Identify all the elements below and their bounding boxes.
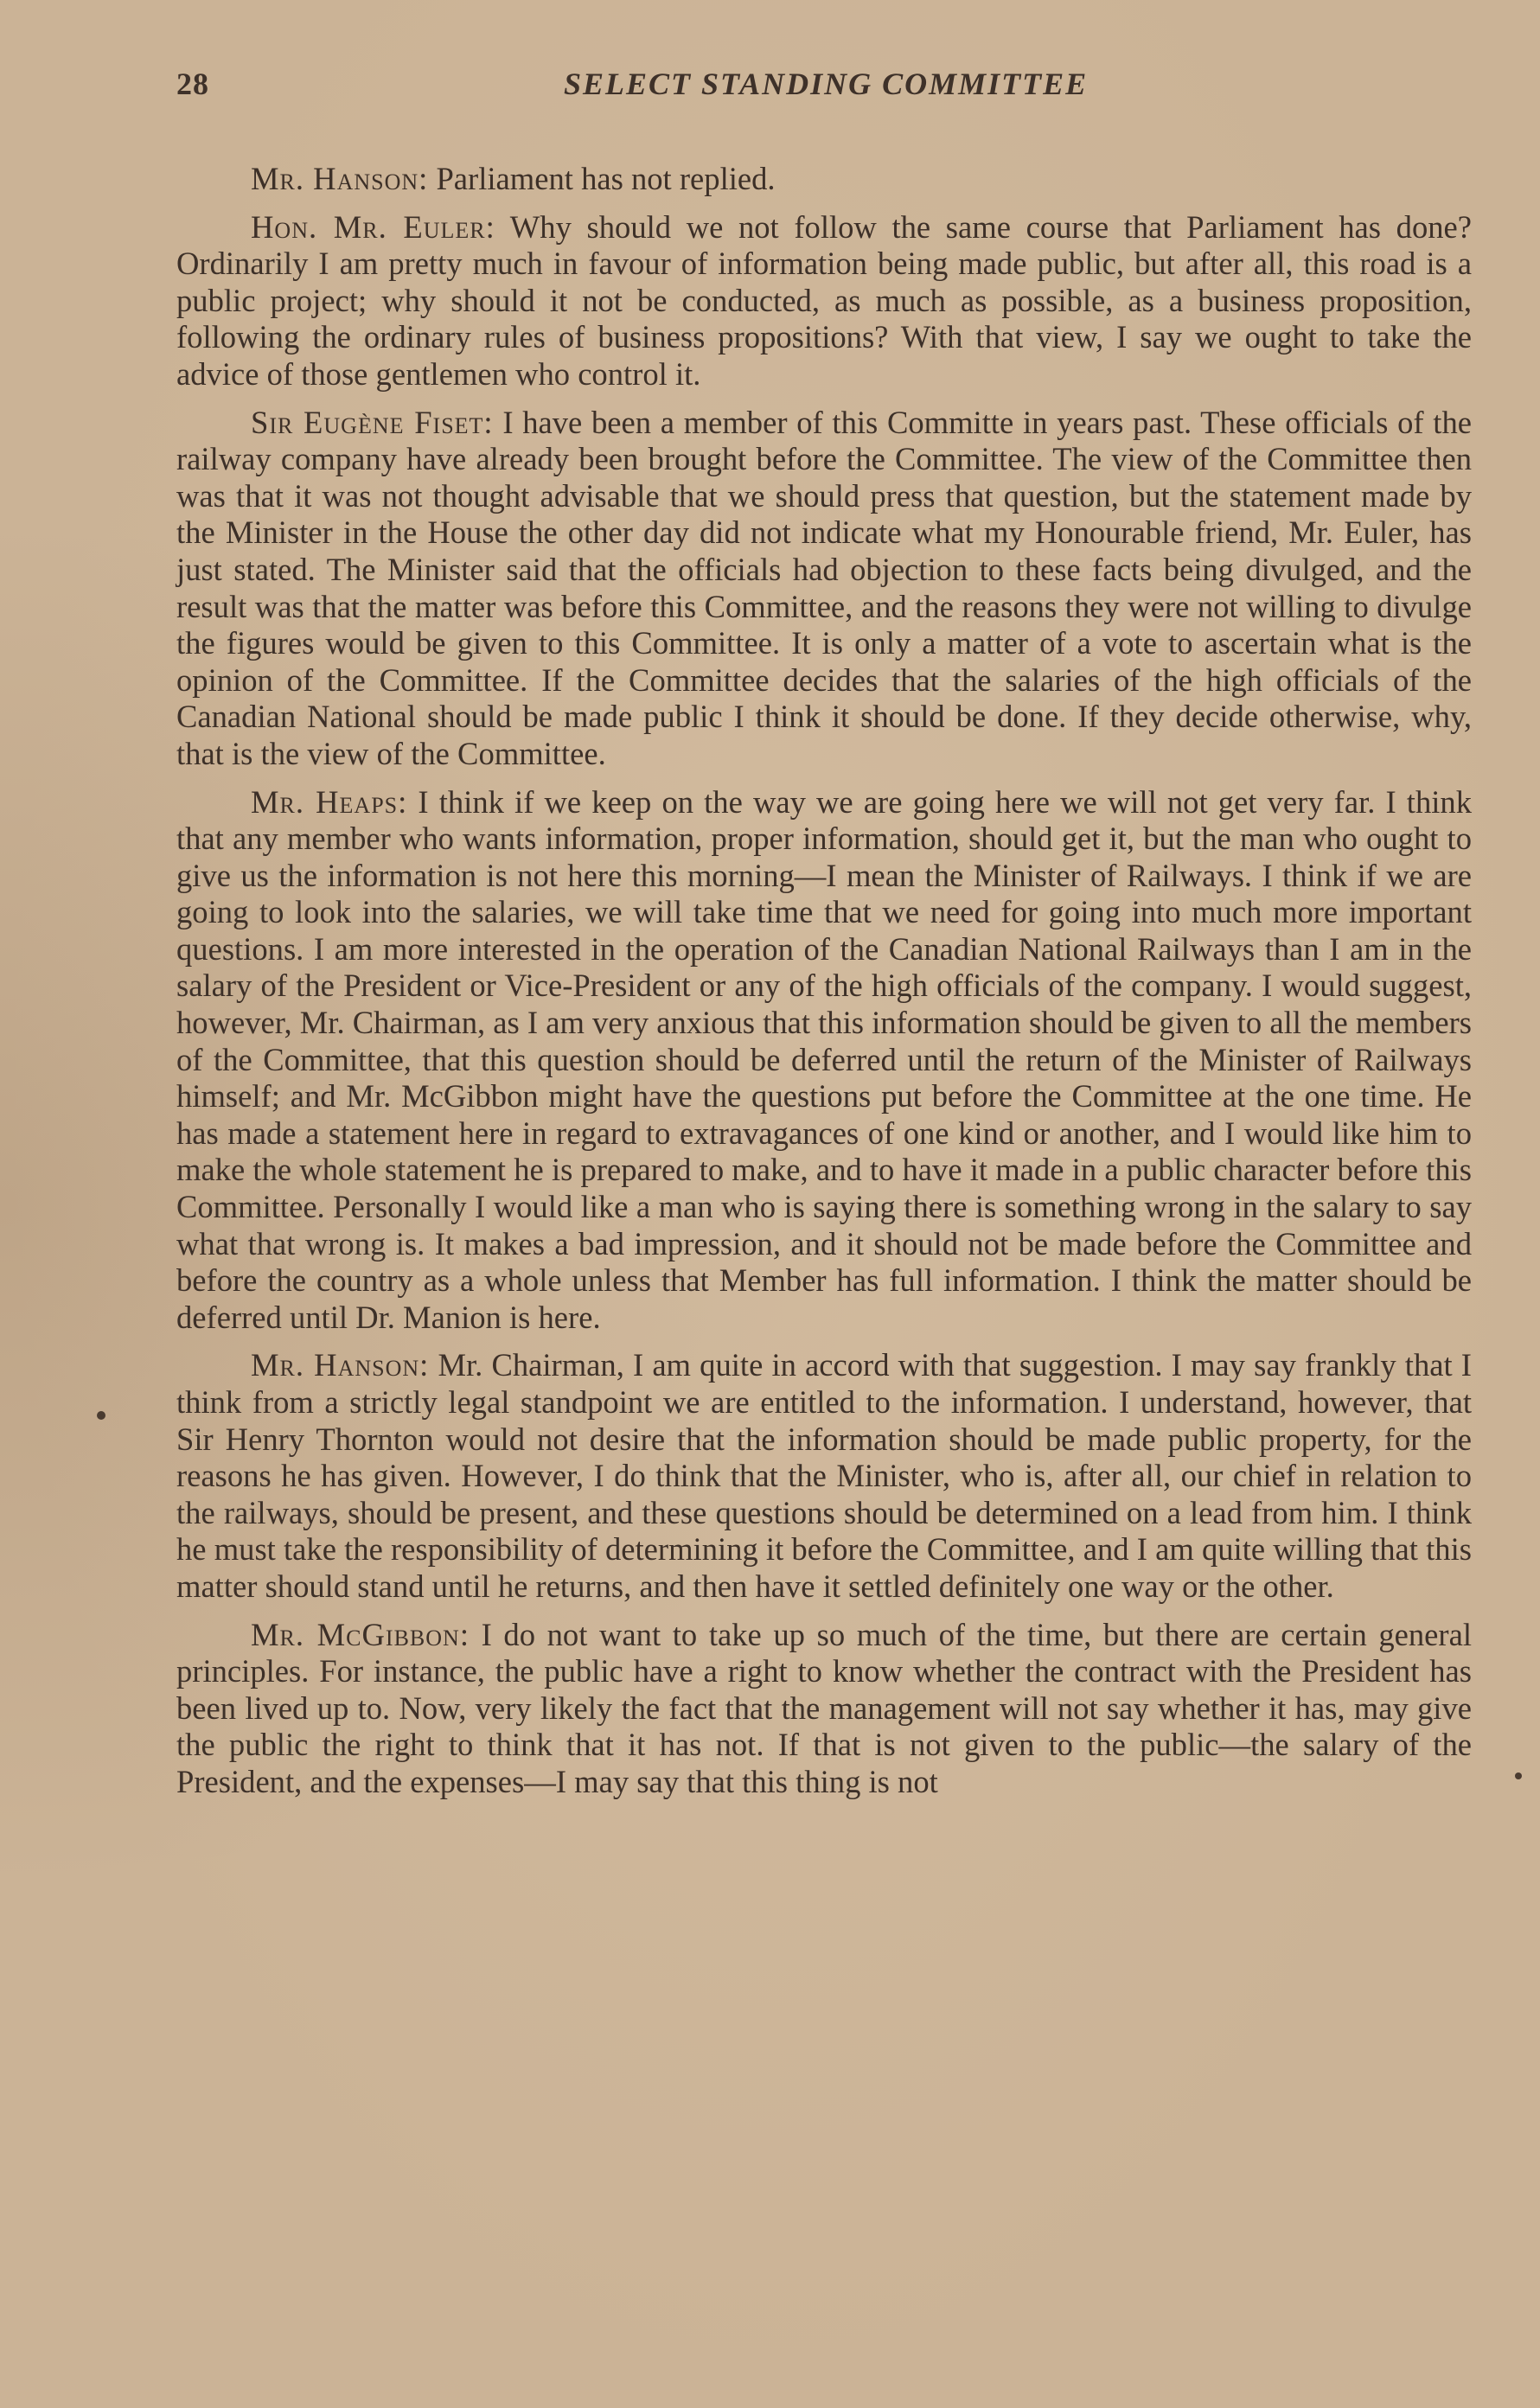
speech-text: I have been a member of this Committe in years past. These officials of the railway company have already been brought before the Committee. The view of the Committee then was that it was not thought advisable that we should press that question, but the statement made by the Minister in the House the other day did not indicate what my Honourable friend, Mr. Euler, has just stated. The Minister said that the officials had objection to these facts being divulged, and the result was that the matter was before this Committee, and the reasons they were not willing to divulge the figures would be given to this Committee. It is only a matter of a vote to ascertain what is the opinion of the Committee. If the Committee decides that the salaries of the high officials of the Canadian National should be made public I think it should be done. If they decide otherwise, why, that is the view of the Committee. <box>176 404 1472 771</box>
speaker-name: Mr. Hanson: <box>251 1347 430 1383</box>
speaker-name: Hon. Mr. Euler: <box>251 208 495 245</box>
speech-text: I do not want to take up so much of the time, but there are certain general principles. For instance, the public have a right to know whether the contract with the President has been lived up to. Now, very likely the fact that the management will not say whether it has, may give the public the right to think that it has not. If that is not given to the public—the salary of the President, and the expenses—I may say that this thing is not <box>176 1616 1472 1799</box>
speech-text: Why should we not follow the same course that Parliament has done? Ordinarily I am pretty much in favour of information being made public, but after all, this road is a public project; why should it not be conducted, as much as possible, as a business proposition, following the ordinary rules of business propositions? With that view, I say we ought to take the advice of those gentlemen who control it. <box>176 208 1472 392</box>
paragraph-hanson-2 <box>176 1347 1472 1605</box>
speaker-name: Mr. Hanson: <box>251 161 429 196</box>
paragraph-euler <box>176 209 1472 393</box>
paragraph-fiset <box>176 405 1472 773</box>
paper-fleck <box>97 1411 105 1420</box>
speaker-name: Sir Eugène Fiset: <box>251 404 494 440</box>
paper-fleck <box>1515 1772 1522 1779</box>
speaker-name: Mr. McGibbon: <box>251 1616 470 1652</box>
speech-text: Mr. Chairman, I am quite in accord with that suggestion. I may say frankly that I think from a strictly legal standpoint we are entitled to the information. I understand, however, that Sir Henry Thornton would not desire that the information should be made public property, for the reasons he has given. However, I do think that the Minister, who is, after all, our chief in relation to the railways, should be present, and these questions should be determined on a lead from him. I think he must take the responsibility of determining it before the Committee, and I am quite willing that this matter should stand until he returns, and then have it settled definitely one way or the other. <box>176 1347 1472 1604</box>
body-text <box>176 161 1472 1801</box>
paragraph-heaps <box>176 784 1472 1337</box>
page-number: 28 <box>176 67 209 101</box>
document-page <box>176 66 1472 1812</box>
speaker-name: Mr. Heaps: <box>251 783 408 820</box>
page-header <box>176 66 1472 118</box>
paragraph-mcgibbon <box>176 1617 1472 1801</box>
paragraph-hanson-1 <box>176 161 1472 198</box>
speech-text: I think if we keep on the way we are going here we will not get very far. I think that any member who wants information, proper information, should get it, but the man who ought to give us the information is not here this morning—I mean the Minister of Railways. I think if we are going to look into the salaries, we will take time that we need for going into much more important questions. I am more interested in the operation of the Canadian National Railways than I am in the salary of the President or Vice-President or any of the high officials of the company. I would suggest, however, Mr. Chairman, as I am very anxious that this information should be given to all the members of the Committee, that this question should be deferred until the return of the Minister of Railways himself; and Mr. McGibbon might have the questions put before the Committee at the one time. He has made a statement here in regard to extravagances of one kind or another, and I would like him to make the whole statement he is prepared to make, and to have it made in a public character before this Committee. Personally I would like a man who is saying there is something wrong in the salary to say what that wrong is. It makes a bad impression, and it should not be made before the Committee and before the country as a whole unless that Member has full information. I think the matter should be deferred until Dr. Manion is here. <box>176 783 1472 1335</box>
speech-text: Parliament has not replied. <box>436 161 776 196</box>
running-title: SELECT STANDING COMMITTEE <box>564 67 1089 101</box>
